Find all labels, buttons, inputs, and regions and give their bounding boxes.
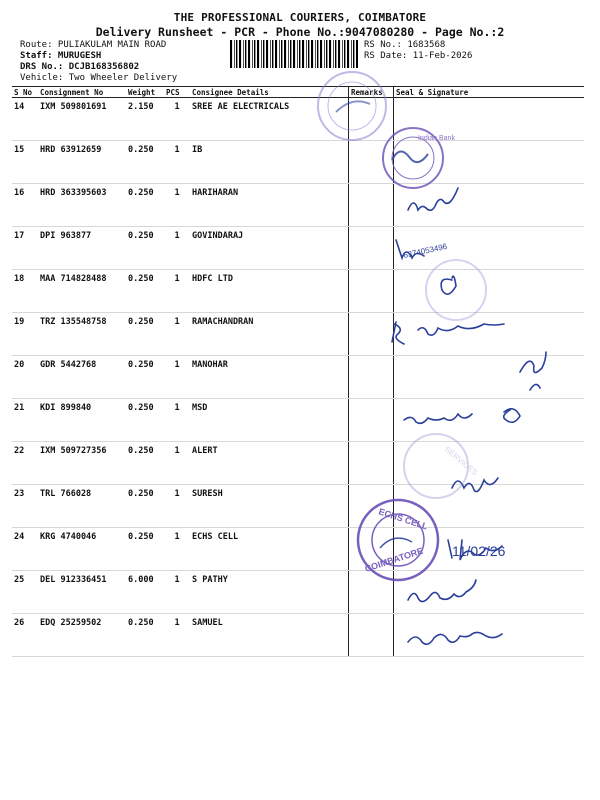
cell-pcs: 1 <box>164 571 190 614</box>
barcode-bar <box>257 40 259 68</box>
barcode-bar <box>338 40 340 68</box>
cell-consignment: KRG 4740046 <box>38 528 126 571</box>
cell-remarks <box>349 98 394 141</box>
cell-consignee: HDFC LTD <box>190 270 349 313</box>
cell-seal-signature <box>394 98 585 141</box>
barcode-bar <box>239 40 241 68</box>
table-row <box>12 270 584 313</box>
barcode-bar <box>254 40 255 68</box>
barcode-bar <box>263 40 264 68</box>
barcode-bar <box>344 40 345 68</box>
cell-consignee: MANOHAR <box>190 356 349 399</box>
cell-pcs: 1 <box>164 485 190 528</box>
cell-sno: 15 <box>12 141 38 184</box>
cell-pcs: 1 <box>164 98 190 141</box>
barcode-bar <box>281 40 282 68</box>
cell-sno: 19 <box>12 313 38 356</box>
cell-consignee: GOVINDARAJ <box>190 227 349 270</box>
cell-pcs: 1 <box>164 614 190 657</box>
cell-consignee: RAMACHANDRAN <box>190 313 349 356</box>
barcode-bar <box>356 40 358 68</box>
col-weight: Weight <box>126 87 164 98</box>
cell-pcs: 1 <box>164 227 190 270</box>
cell-seal-signature <box>394 442 585 485</box>
cell-weight: 0.250 <box>126 485 164 528</box>
cell-remarks <box>349 356 394 399</box>
cell-consignee: IB <box>190 141 349 184</box>
cell-seal-signature <box>394 528 585 571</box>
cell-consignment: EDQ 25259502 <box>38 614 126 657</box>
barcode-bar <box>306 40 307 68</box>
cell-consignee: ALERT <box>190 442 349 485</box>
cell-consignment: GDR 5442768 <box>38 356 126 399</box>
cell-seal-signature <box>394 270 585 313</box>
barcode-bar <box>279 40 280 68</box>
cell-weight: 0.250 <box>126 356 164 399</box>
staff-label: Staff: MURUGESH <box>20 51 102 61</box>
barcode-bar <box>270 40 271 68</box>
cell-sno: 22 <box>12 442 38 485</box>
barcode-bar <box>236 40 237 68</box>
cell-consignment: DPI 963877 <box>38 227 126 270</box>
cell-weight: 0.250 <box>126 270 164 313</box>
barcode-bar <box>261 40 262 68</box>
col-consignment: Consignment No <box>38 87 126 98</box>
cell-weight: 6.000 <box>126 571 164 614</box>
barcode-bar <box>317 40 318 68</box>
cell-remarks <box>349 399 394 442</box>
cell-seal-signature <box>394 485 585 528</box>
cell-pcs: 1 <box>164 442 190 485</box>
barcode-bar <box>266 40 268 68</box>
barcode-bar <box>320 40 322 68</box>
cell-consignment: DEL 912336451 <box>38 571 126 614</box>
echs-stamp-bottom-text: COIMBATORE <box>363 545 425 574</box>
cell-pcs: 1 <box>164 270 190 313</box>
barcode-bar <box>297 40 298 68</box>
cell-consignee: HARIHARAN <box>190 184 349 227</box>
vehicle-label: Vehicle: Two Wheeler Delivery <box>20 73 178 83</box>
company-title: THE PROFESSIONAL COURIERS, COIMBATORE <box>173 11 427 24</box>
cell-consignment: HRD 63912659 <box>38 141 126 184</box>
cell-remarks <box>349 571 394 614</box>
cell-remarks <box>349 485 394 528</box>
barcode-bar <box>275 40 277 68</box>
table-row <box>12 227 584 270</box>
barcode-bar <box>326 40 327 68</box>
barcode-bar <box>324 40 325 68</box>
services-stamp-text: SERVICES <box>442 444 480 478</box>
route-label: Route: PULIAKULAM MAIN ROAD <box>20 40 167 50</box>
cell-remarks <box>349 227 394 270</box>
barcode-bar <box>252 40 253 68</box>
cell-consignment: MAA 714828488 <box>38 270 126 313</box>
table-row <box>12 98 584 141</box>
cell-consignment: TRL 766028 <box>38 485 126 528</box>
table-row <box>12 571 584 614</box>
cell-seal-signature <box>394 614 585 657</box>
barcode-bar <box>342 40 343 68</box>
cell-sno: 23 <box>12 485 38 528</box>
table-row <box>12 184 584 227</box>
table-row <box>12 528 584 571</box>
col-sno: S No <box>12 87 38 98</box>
cell-sno: 25 <box>12 571 38 614</box>
barcode-bar <box>288 40 289 68</box>
cell-weight: 0.250 <box>126 442 164 485</box>
barcode-bar <box>284 40 286 68</box>
cell-consignment: IXM 509727356 <box>38 442 126 485</box>
rs-number: RS No.: 1683568 <box>364 40 446 50</box>
barcode-bar <box>293 40 295 68</box>
cell-consignment: IXM 509801691 <box>38 98 126 141</box>
cell-sno: 14 <box>12 98 38 141</box>
col-consignee: Consignee Details <box>190 87 349 98</box>
barcode-bar <box>243 40 244 68</box>
cell-pcs: 1 <box>164 399 190 442</box>
cell-sno: 26 <box>12 614 38 657</box>
barcode-bar <box>335 40 336 68</box>
handwritten-number: 6374053496 <box>402 241 448 260</box>
cell-seal-signature <box>394 141 585 184</box>
cell-weight: 0.250 <box>126 528 164 571</box>
cell-pcs: 1 <box>164 184 190 227</box>
table-row <box>12 356 584 399</box>
cell-consignee: SAMUEL <box>190 614 349 657</box>
drs-label: DRS No.: DCJB168356802 <box>20 62 140 72</box>
cell-consignee: SREE AE ELECTRICALS <box>190 98 349 141</box>
barcode-bar <box>333 40 334 68</box>
cell-consignment: TRZ 135548758 <box>38 313 126 356</box>
cell-consignee: MSD <box>190 399 349 442</box>
cell-remarks <box>349 614 394 657</box>
cell-seal-signature <box>394 227 585 270</box>
cell-seal-signature <box>394 184 585 227</box>
cell-consignment: HRD 363395603 <box>38 184 126 227</box>
cell-sno: 21 <box>12 399 38 442</box>
cell-sno: 24 <box>12 528 38 571</box>
cell-consignee: SURESH <box>190 485 349 528</box>
cell-seal-signature <box>394 399 585 442</box>
signature-date: 11/02/26 <box>452 543 506 559</box>
cell-sno: 16 <box>12 184 38 227</box>
rs-date: RS Date: 11-Feb-2026 <box>364 51 473 61</box>
cell-seal-signature <box>394 356 585 399</box>
cell-consignee: ECHS CELL <box>190 528 349 571</box>
cell-sno: 18 <box>12 270 38 313</box>
barcode-bar <box>315 40 316 68</box>
runsheet-table <box>12 86 584 657</box>
table-header-row <box>12 87 584 98</box>
col-remarks: Remarks <box>349 87 394 98</box>
table-row <box>12 614 584 657</box>
cell-weight: 0.250 <box>126 313 164 356</box>
table-row <box>12 399 584 442</box>
cell-consignment: KDI 899840 <box>38 399 126 442</box>
cell-weight: 0.250 <box>126 399 164 442</box>
barcode-bar <box>308 40 309 68</box>
cell-remarks <box>349 442 394 485</box>
cell-remarks <box>349 528 394 571</box>
barcode-bar <box>290 40 291 68</box>
cell-pcs: 1 <box>164 528 190 571</box>
cell-seal-signature <box>394 571 585 614</box>
cell-pcs: 1 <box>164 141 190 184</box>
barcode-bar <box>311 40 313 68</box>
cell-consignee: S PATHY <box>190 571 349 614</box>
cell-weight: 0.250 <box>126 141 164 184</box>
table-row <box>12 442 584 485</box>
cell-remarks <box>349 270 394 313</box>
echs-stamp-top-text: ECHS CELL <box>377 506 429 532</box>
barcode <box>230 40 358 68</box>
col-seal: Seal & Signature <box>394 87 585 98</box>
barcode-bar <box>351 40 352 68</box>
col-pcs: PCS <box>164 87 190 98</box>
cell-pcs: 1 <box>164 313 190 356</box>
cell-remarks <box>349 184 394 227</box>
cell-weight: 0.250 <box>126 184 164 227</box>
cell-pcs: 1 <box>164 356 190 399</box>
cell-weight: 2.150 <box>126 98 164 141</box>
cell-remarks <box>349 141 394 184</box>
barcode-bar <box>353 40 354 68</box>
cell-sno: 20 <box>12 356 38 399</box>
runsheet-subtitle: Delivery Runsheet - PCR - Phone No.:9047080280 - Page No.:2 <box>95 25 505 39</box>
cell-weight: 0.250 <box>126 227 164 270</box>
cell-seal-signature <box>394 313 585 356</box>
cell-sno: 17 <box>12 227 38 270</box>
table-row <box>12 141 584 184</box>
barcode-bar <box>329 40 331 68</box>
table-row <box>12 313 584 356</box>
barcode-bar <box>272 40 273 68</box>
barcode-bar <box>347 40 349 68</box>
barcode-bar <box>299 40 300 68</box>
barcode-bar <box>234 40 235 68</box>
barcode-bar <box>248 40 250 68</box>
table-row <box>12 485 584 528</box>
cell-remarks <box>349 313 394 356</box>
cell-weight: 0.250 <box>126 614 164 657</box>
barcode-bar <box>245 40 246 68</box>
barcode-bar <box>230 40 232 68</box>
bank-stamp-text: Indian Bank <box>418 135 455 142</box>
barcode-bar <box>302 40 304 68</box>
